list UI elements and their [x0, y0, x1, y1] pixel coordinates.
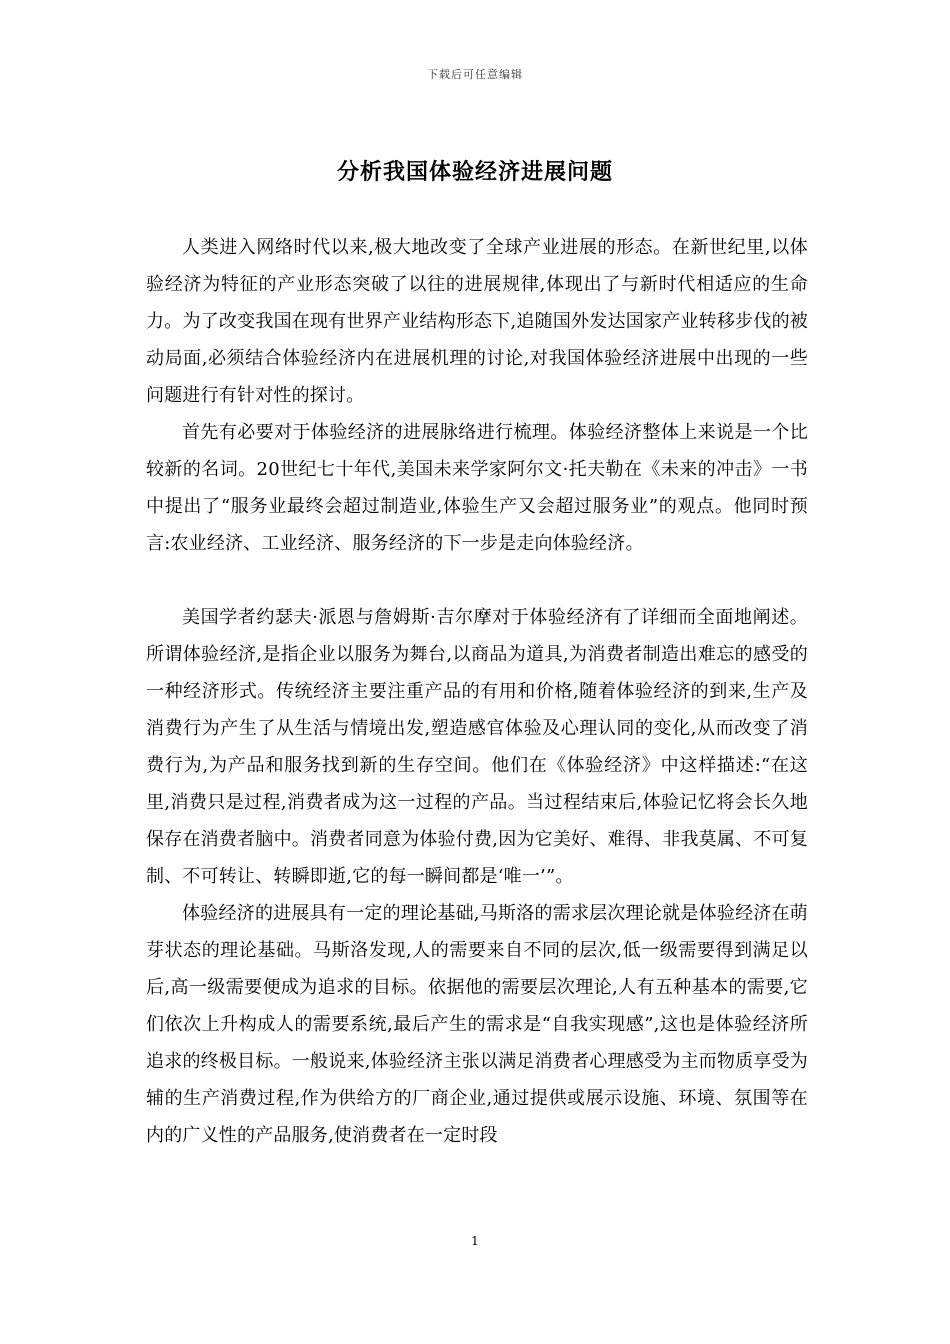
- paragraph-intro: 人类进入网络时代以来,极大地改变了全球产业进展的形态。在新世纪里,以体验经济为特征的产业形态突破了以往的进展规律,体现出了与新时代相适应的生命力。为了改变我国在现有世界产业结构形态下,追随国外发达国家产业转移步伐的被动局面,必须结合体验经济内在进展机理的讨论,对我国体验经济进展中出现的一些问题进行有针对性的探讨。: [146, 237, 808, 406]
- header-note: 下载后可任意编辑: [427, 68, 523, 81]
- paragraph-definition: 美国学者约瑟夫·派恩与詹姆斯·吉尔摩对于体验经济有了详细而全面地阐述。所谓体验经济,是指企业以服务为舞台,以商品为道具,为消费者制造出难忘的感受的一种经济形式。传统经济主要注重产品的有用和价格,随着体验经济的到来,生产及消费行为产生了从生活与情境出发,塑造感官体验及心理认同的变化,从而改变了消费行为,为产品和服务找到新的生存空间。他们在《体验经济》中这样描述:“在这里,消费只是过程,消费者成为这一过程的产品。当过程结束后,体验记忆将会长久地保存在消费者脑中。消费者同意为体验付费,因为它美好、难得、非我莫属、不可复制、不可转让、转瞬即逝,它的每一瞬间都是‘唯一’”。: [146, 607, 808, 887]
- page-number: 1: [471, 1234, 479, 1248]
- paragraph-history: 首先有必要对于体验经济的进展脉络进行梳理。体验经济整体上来说是一个比较新的名词。20世纪七十年代,美国未来学家阿尔文·托夫勒在《未来的冲击》一书中提出了“服务业最终会超过制造业,体验生产又会超过服务业”的观点。他同时预言:农业经济、工业经济、服务经济的下一步是走向体验经济。: [146, 422, 808, 554]
- paragraph-theory: 体验经济的进展具有一定的理论基础,马斯洛的需求层次理论就是体验经济在萌芽状态的理论基础。马斯洛发现,人的需要来自不同的层次,低一级需要得到满足以后,高一级需要便成为追求的目标。依据他的需要层次理论,人有五种基本的需要,它们依次上升构成人的需要系统,最后产生的需求是“自我实现感”,这也是体验经济所追求的终极目标。一般说来,体验经济主张以满足消费者心理感受为主而物质享受为辅的生产消费过程,作为供给方的厂商企业,通过提供或展示设施、环境、氛围等在内的广义性的产品服务,使消费者在一定时段: [146, 903, 808, 1146]
- document-body: [146, 229, 808, 1154]
- document-title: 分析我国体验经济进展问题: [336, 159, 613, 185]
